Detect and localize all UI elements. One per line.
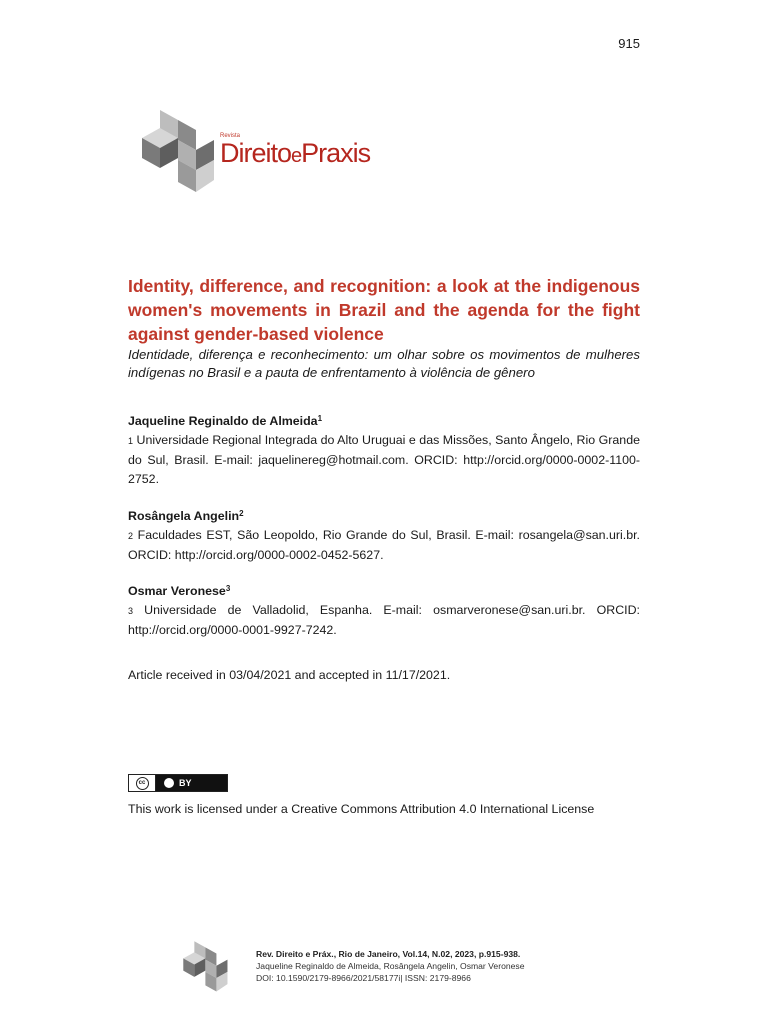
received-date: Article received in 03/04/2021 and accepted in 11/17/2021. bbox=[128, 668, 451, 682]
person-icon bbox=[164, 778, 174, 788]
author-block bbox=[128, 412, 640, 489]
author-block bbox=[128, 582, 640, 640]
cc-icon: cc bbox=[136, 777, 149, 790]
footer-journal-line: Rev. Direito e Práx., Rio de Janeiro, Vol.14, N.02, 2023, p.915-938. bbox=[256, 949, 521, 959]
author-name: Rosângela Angelin$^2$ bbox=[128, 509, 244, 523]
cc-by-badge[interactable] bbox=[128, 774, 228, 792]
author-affiliation: 3 Universidade de Valladolid, Espanha. E-mail: osmarveronese@san.uri.br. ORCID: http://orcid.org/0000-0001-9927-7242. bbox=[128, 603, 640, 637]
article-subtitle: Identidade, diferença e reconhecimento: um olhar sobre os movimentos de mulheres indígenas no Brasil e a pauta de enfrentamento à violência de gênero bbox=[128, 347, 640, 380]
footer-doi-line: DOI: 10.1590/2179-8966/2021/58177i| ISSN: 2179-8966 bbox=[256, 973, 471, 983]
author-affiliation: 2 Faculdades EST, São Leopoldo, Rio Grande do Sul, Brasil. E-mail: rosangela@san.uri.br. ORCID: http://orcid.org/0000-0002-0452-5627. bbox=[128, 528, 640, 562]
footer-cube-logo-icon bbox=[180, 940, 232, 994]
license-text: This work is licensed under a Creative Commons Attribution 4.0 International License bbox=[128, 802, 595, 816]
footer-citation bbox=[256, 948, 525, 984]
logo-wordmark: DireitoePraxis bbox=[220, 138, 371, 168]
author-affiliation: 1 Universidade Regional Integrada do Alto Uruguai e das Missões, Santo Ângelo, Rio Grande do Sul, Brasil. E-mail: jaquelinereg@hotmail.com. ORCID: http://orcid.org/0000-0002-1100-2752. bbox=[128, 433, 640, 486]
author-name: Jaqueline Reginaldo de Almeida$^1$ bbox=[128, 414, 323, 428]
footer-authors-line: Jaqueline Reginaldo de Almeida, Rosângela Angelin, Osmar Veronese bbox=[256, 961, 525, 971]
cube-logo-icon bbox=[138, 108, 220, 196]
journal-logo bbox=[138, 108, 388, 198]
article-title: Identity, difference, and recognition: a look at the indigenous women's movements in Brazil and the agenda for the fight against gender-based violence bbox=[128, 276, 640, 344]
author-block bbox=[128, 507, 640, 565]
author-name: Osmar Veronese$^3$ bbox=[128, 584, 231, 598]
logo-small-text: Revista bbox=[220, 133, 241, 139]
page-number: 915 bbox=[618, 36, 640, 51]
by-label: BY bbox=[179, 778, 192, 788]
